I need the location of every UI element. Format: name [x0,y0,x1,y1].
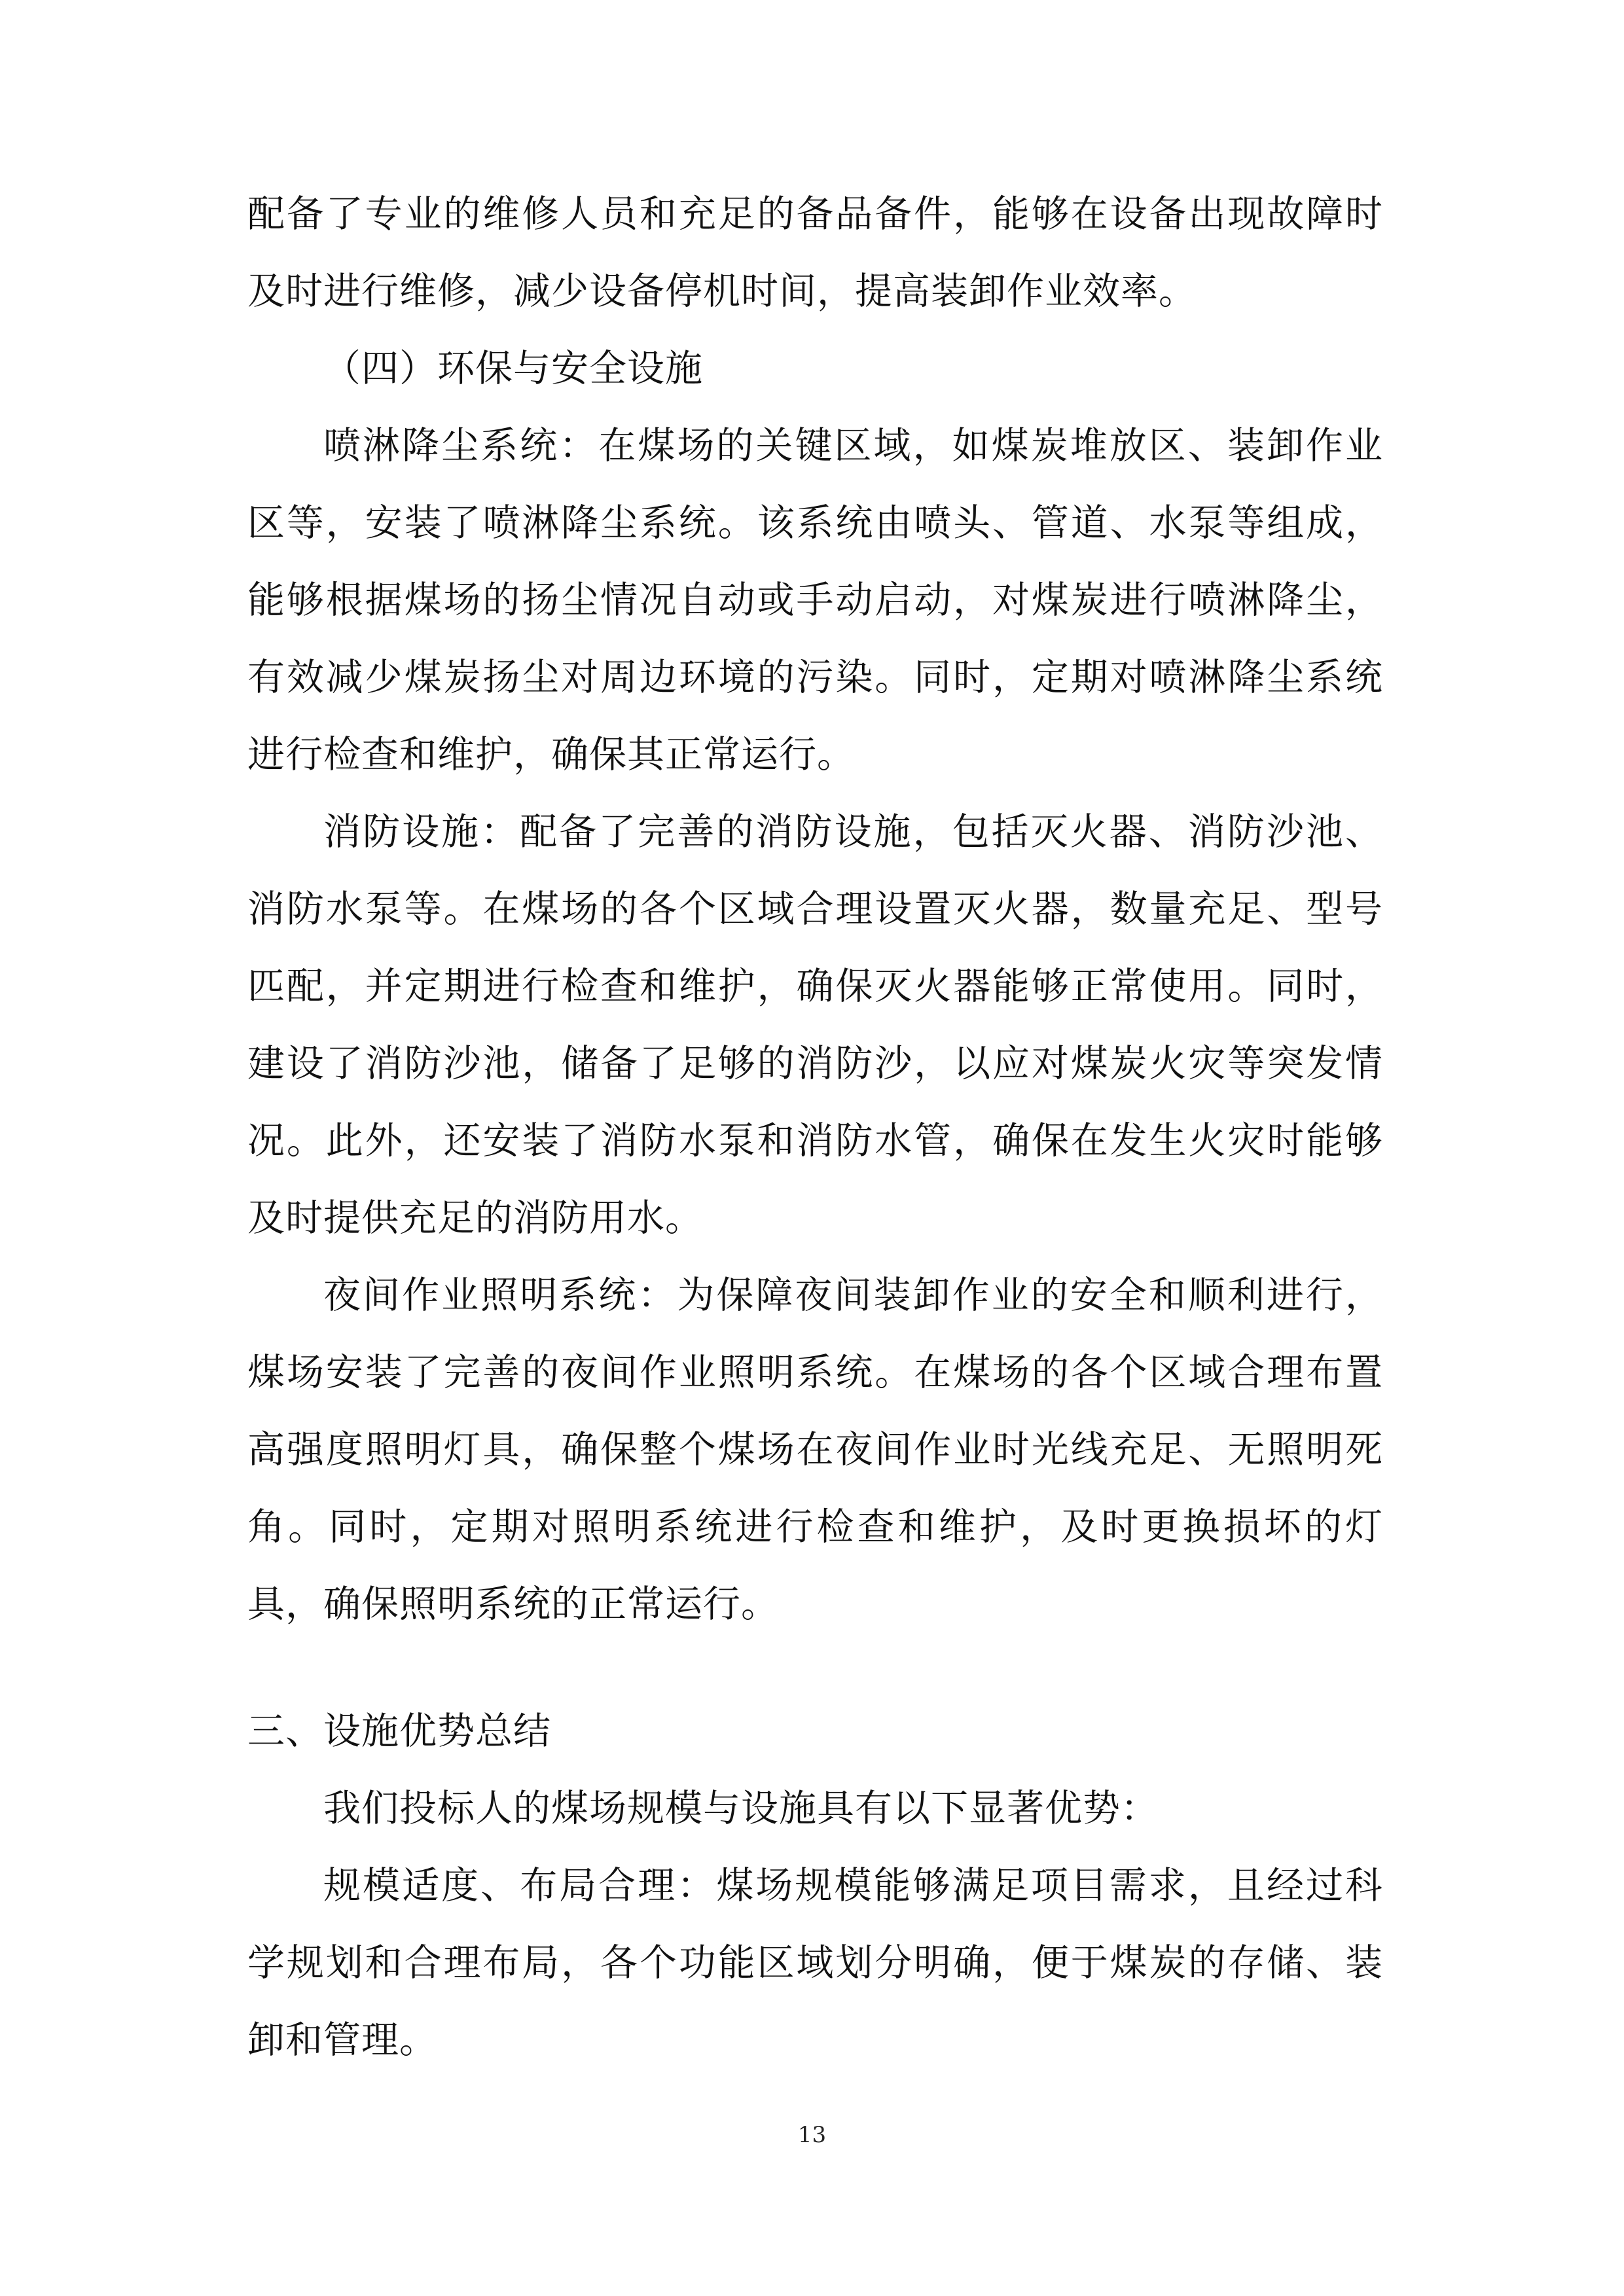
paragraph-advantages-intro: 我们投标人的煤场规模与设施具有以下显著优势： [323,1787,1159,1830]
subheading-environmental-safety: （四）环保与安全设施 [323,347,703,390]
paragraph-night-lighting: 夜间作业照明系统：为保障夜间装卸作业的安全和顺利进行，煤场安装了完善的夜间作业照明系统。在煤场的各个区域合理布置高强度照明灯具，确保整个煤场在夜间作业时光线充足、无照明死角。同时，定期对照明系统进行检查和维护，及时更换损坏的灯具，确保照明系统的正常运行。 [247,1274,1383,1626]
paragraph-fire-facilities: 消防设施：配备了完善的消防设施，包括灭火器、消防沙池、消防水泵等。在煤场的各个区域合理设置灭火器，数量充足、型号匹配，并定期进行检查和维护，确保灭火器能够正常使用。同时，建设了消防沙池，储备了足够的消防沙，以应对煤炭火灾等突发情况。此外，还安装了消防水泵和消防水管，确保在发生火灾时能够及时提供充足的消防用水。 [247,810,1383,1240]
heading-facility-advantages: 三、设施优势总结 [247,1710,551,1753]
page-number: 13 [797,2122,827,2148]
paragraph-spray-dust-system: 喷淋降尘系统：在煤场的关键区域，如煤炭堆放区、装卸作业区等，安装了喷淋降尘系统。该系统由喷头、管道、水泵等组成，能够根据煤场的扬尘情况自动或手动启动，对煤炭进行喷淋降尘，有效减少煤炭扬尘对周边环境的污染。同时，定期对喷淋降尘系统进行检查和维护，确保其正常运行。 [247,424,1383,776]
paragraph-scale-layout: 规模适度、布局合理：煤场规模能够满足项目需求，且经过科学规划和合理布局，各个功能区域划分明确，便于煤炭的存储、装卸和管理。 [247,1864,1383,2062]
paragraph-maintenance-continued: 配备了专业的维修人员和充足的备品备件，能够在设备出现故障时及时进行维修，减少设备停机时间，提高装卸作业效率。 [247,192,1383,313]
page-body [247,175,1383,2079]
